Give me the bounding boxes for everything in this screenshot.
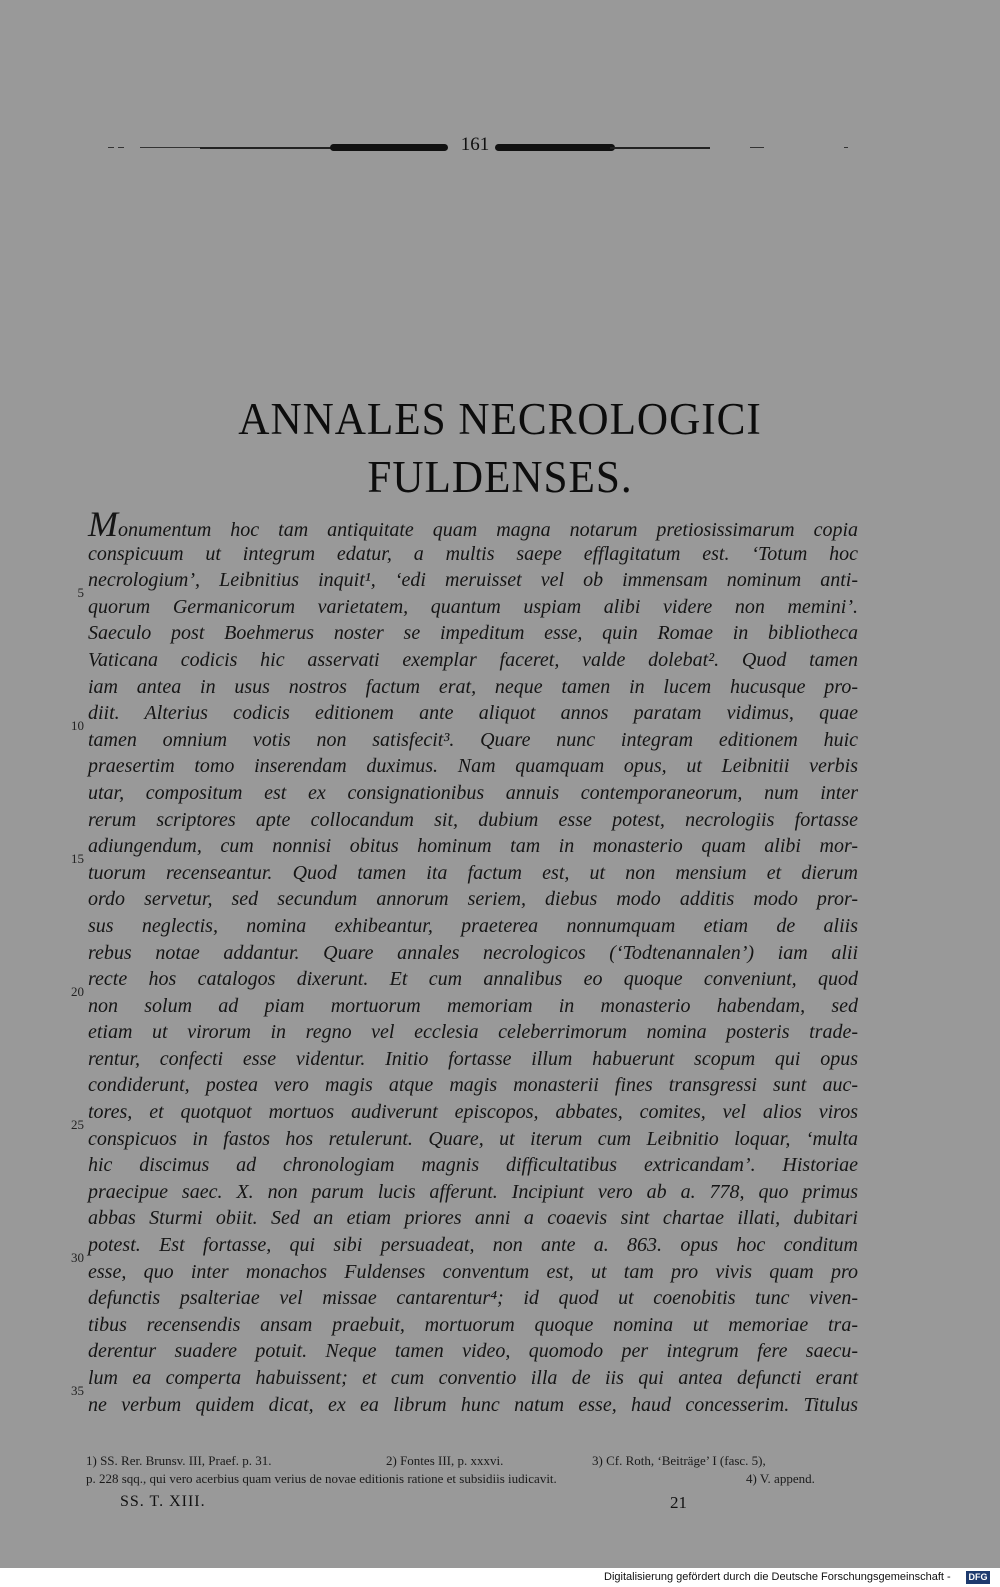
- text-line: abbas Sturmi obiit. Sed an etiam priores anni a coaevis sint chartae illati, dubitari: [88, 1207, 858, 1230]
- text-line: Saeculo post Boehmerus noster se impeditum esse, quin Romae in bibliotheca: [88, 622, 858, 645]
- signature-mark: SS. T. XIII.: [120, 1493, 206, 1510]
- drop-cap: M: [88, 504, 118, 544]
- text-line: praecipue saec. X. non parum lucis afferunt. Incipiunt vero ab a. 778, quo primus: [88, 1180, 858, 1203]
- funding-credit: Digitalisierung gefördert durch die Deutsche Forschungsgemeinschaft -: [604, 1571, 951, 1583]
- text-line: rentur, confecti esse videntur. Initio fortasse illum habuerunt scopum qui opus: [88, 1047, 858, 1070]
- text-line: necrologium’, Leibnitius inquit¹, ‘edi meruisset vel ob immensam nominum anti-: [88, 569, 858, 592]
- text-line: iam antea in usus nostros factum erat, neque tamen in lucem hucusque pro-: [88, 675, 858, 698]
- text-line: non solum ad piam mortuorum memoriam in monasterio habendam, sed: [88, 994, 858, 1017]
- text-line: tores, et quotquot mortuos audiverunt episcopos, abbates, comites, vel alios viros: [88, 1101, 858, 1124]
- line-number: 20: [71, 984, 84, 999]
- text-line: conspicuum ut integrum edatur, a multis saepe efflagitatum est. ‘Totum hoc: [88, 542, 858, 565]
- line-number: 35: [71, 1383, 84, 1398]
- text-line: recte hos catalogos dixerunt. Et cum annalibus eo quoque conveniunt, quod: [88, 968, 858, 991]
- footnote-3: 3) Cf. Roth, ‘Beiträge’ I (fasc. 5),: [592, 1453, 766, 1468]
- title-line-2: FULDENSES.: [367, 452, 633, 502]
- text-line: Vaticana codicis hic asservati exemplar faceret, valde dolebat². Quod tamen: [88, 648, 858, 671]
- text-line: rerum scriptores apte collocandum sit, dubium esse potest, necrologiis fortasse: [88, 808, 858, 831]
- text-line: rebus notae addantur. Quare annales necrologicos (‘Todtenannalen’) iam alii: [88, 941, 858, 964]
- line-number: 10: [71, 718, 84, 733]
- footnote-line-2: [86, 1470, 856, 1488]
- text-line: sus neglectis, nomina exhibeantur, praeterea nonnumquam etiam de aliis: [88, 914, 858, 937]
- footnote-2: 2) Fontes III, p. xxxvi.: [386, 1453, 504, 1468]
- line-number: 25: [71, 1117, 84, 1132]
- page-number: 161: [460, 134, 490, 155]
- line-number: 30: [71, 1250, 84, 1265]
- text-line: ne verbum quidem dicat, ex ea librum hunc natum esse, haud concesserim. Titulus: [88, 1393, 858, 1416]
- dfg-logo: DFG: [966, 1571, 990, 1584]
- text-line: ordo servetur, sed secundum annorum seriem, diebus modo additis modo pror-: [88, 888, 858, 911]
- text-line: condiderunt, postea vero magis atque magis monasterii fines transgressi sunt auc-: [88, 1074, 858, 1097]
- footnote-1: 1) SS. Rer. Brunsv. III, Praef. p. 31.: [86, 1453, 272, 1468]
- body-text: [88, 504, 858, 1418]
- text-line: conspicuos in fastos hos retulerunt. Quare, ut iterum cum Leibnitio loquar, ‘multa: [88, 1127, 858, 1150]
- text-line: quorum Germanicorum varietatem, quantum uspiam alibi videre non memini’.: [88, 595, 858, 618]
- document-title: [20, 390, 980, 506]
- text-line: esse, quo inter monachos Fuldenses conventum est, ut tam pro vivis quam pro: [88, 1260, 858, 1283]
- text-line: tamen omnium votis non satisfecit³. Quare nunc integram editionem huic: [88, 728, 858, 751]
- text-line: tuorum recenseantur. Quod tamen ita factum est, ut non mensium et dierum: [88, 861, 858, 884]
- text-line: defunctis psalteriae vel missae cantarentur⁴; id quod ut coenobitis tunc viven-: [88, 1287, 858, 1310]
- footnote-line-1: [86, 1452, 856, 1470]
- text-line: hic discimus ad chronologiam magnis difficultatibus extricandam’. Historiae: [88, 1154, 858, 1177]
- footnotes: [86, 1452, 856, 1488]
- text-line: derentur suadere potuit. Neque tamen video, quomodo per integrum fere saecu-: [88, 1340, 858, 1363]
- text-line: Monumentum hoc tam antiquitate quam magna notarum pretiosissimarum copia: [88, 504, 858, 544]
- footnote-4: 4) V. append.: [746, 1471, 815, 1486]
- footnote-3-continued: p. 228 sqq., qui vero acerbius quam verius de novae editionis ratione et subsidiis iudicavit.: [86, 1471, 557, 1486]
- line-number: 5: [77, 585, 84, 600]
- line-number: 15: [71, 851, 84, 866]
- text-line: tibus recensendis ansam praebuit, mortuorum quoque nomina ut memoriae tra-: [88, 1313, 858, 1336]
- sheet-number: 21: [670, 1493, 687, 1512]
- text-line: diit. Alterius codicis editionem ante aliquot annos paratam vidimus, quae: [88, 702, 858, 725]
- text-line: etiam ut virorum in regno vel ecclesia celeberrimorum nomina posteris trade-: [88, 1021, 858, 1044]
- text-line: adiungendum, cum nonnisi obitus hominum tam in monasterio quam alibi mor-: [88, 835, 858, 858]
- text-line: utar, compositum est ex consignationibus annuis contemporaneorum, num inter: [88, 781, 858, 804]
- title-line-1: ANNALES NECROLOGICI: [238, 394, 762, 444]
- text-line: potest. Est fortasse, qui sibi persuadeat, non ante a. 863. opus hoc conditum: [88, 1234, 858, 1257]
- text-line: lum ea comperta habuissent; et cum conventio illa de iis qui antea defuncti erant: [88, 1367, 858, 1389]
- text-line: praesertim tomo inserendam duximus. Nam quamquam opus, ut Leibnitii verbis: [88, 755, 858, 778]
